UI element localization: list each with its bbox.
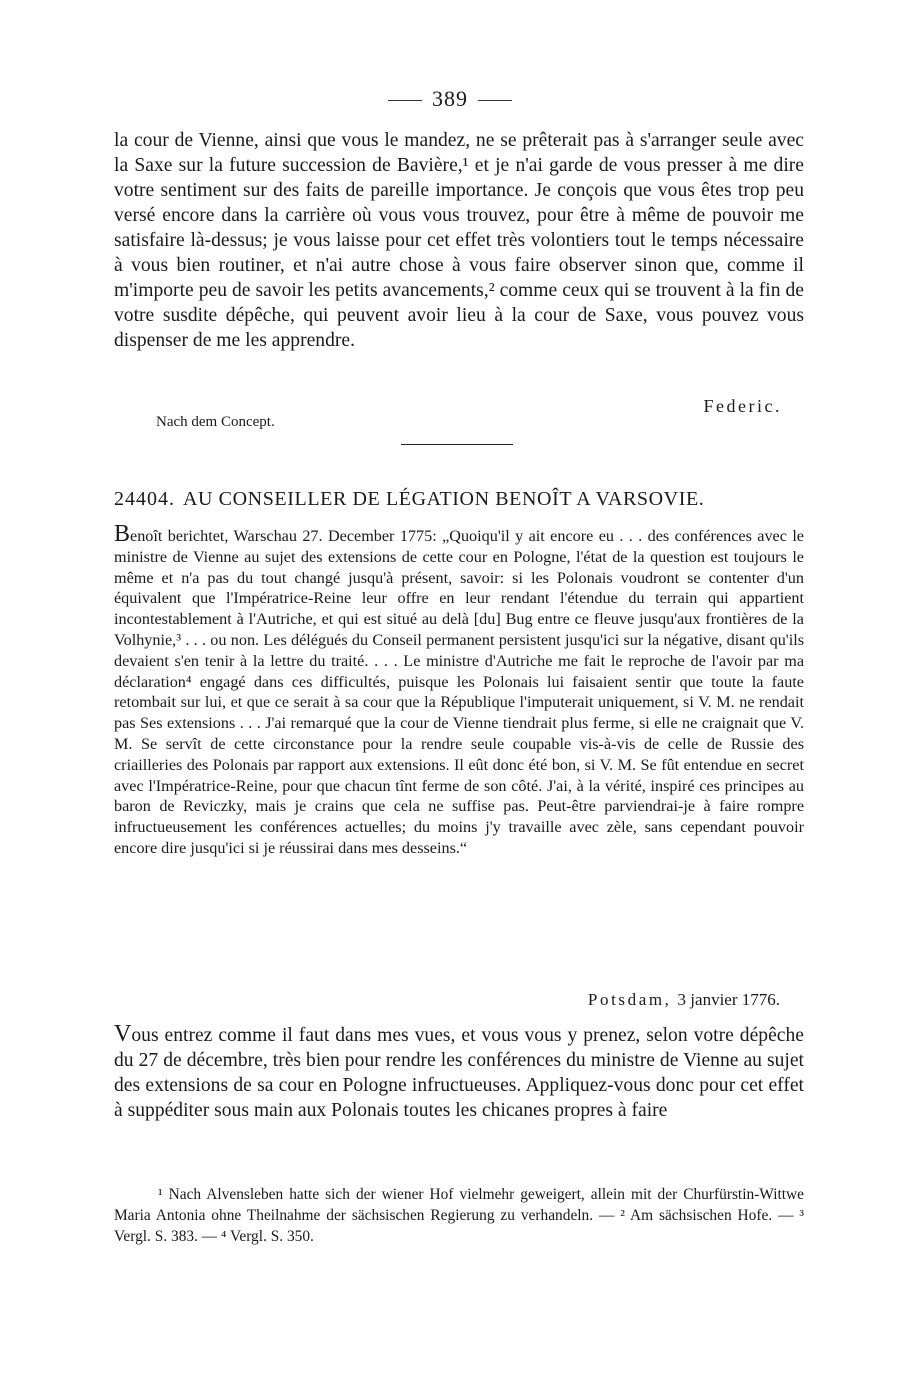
report-body: enoît berichtet, Warschau 27. December 1775: „Quoiqu'il y ait encore eu . . . des conférences avec le ministre de Vienne au sujet des extensions de cette cour en Pologne, l'état de la question est toujours le même et n'a pas du tout changé jusqu'à présent, savoir: si les Polonais voudront se contenter d'un équivalent que l'Impératrice-Reine leur offre en leur rendant l'étendue du terrain qui appartient incontestablement à l'Autriche, et qui est situé au delà [du] Bug entre ce fleuve jusqu'aux frontières de la Volhynie,³ . . . ou non. Les délégués du Conseil permanent persistent jusqu'ici sur la négative, disant qu'ils devaient s'en tenir à la lettre du traité. . . . Le ministre d'Autriche me fait le reproche de l'avoir par ma déclaration⁴ engagé dans ces difficultés, puisque les Polonais lui faisaient sentir que toute la faute retombait sur lui, et que ce serait à sa cour que la République l'imputerait uniquement, si V. M. ne rendait pas Ses extensions . . . J'ai remarqué que la cour de Vienne tiendrait plus ferme, si elle ne craignait que V. M. Se servît de cette circonstance pour la rendre seule coupable vis-à-vis de celle de Russie des criailleries des Polonais par rapport aux extensions. Il eût donc été bon, si V. M. Se fût entendue en secret avec l'Impératrice-Reine, pour que chacun tînt ferme de son côté. J'ai, à la vérité, inspiré ces principes au baron de Reviczky, mais je crains que cela ne suffise pas. Peut-être parviendrai-je à faire rompre infructueusement les conférences actuelles; du moins j'y travaille avec zèle, sans cependant pouvoir encore dire jusqu'ici si je réussirai dans mes desseins.“ <box>114 527 804 857</box>
letter-end-paragraph: la cour de Vienne, ainsi que vous le mandez, ne se prêterait pas à s'arranger seule avec la Saxe sur la future succession de Bavière,¹ et je n'ai garde de vous presser à me dire votre sentiment sur des faits de pareille importance. Je conçois que vous êtes trop peu versé encore dans la carrière où vous vous trouvez, pour être à même de pouvoir me satisfaire là-dessus; je vous laisse pour cet effet très volontiers tout le temps nécessaire à vous bien routiner, et n'ai autre chose à vous faire observer sinon que, comme il m'importe peu de savoir les petits avancements,² comme ceux qui se trouvent à la fin de votre susdite dépêche, qui peuvent avoir lieu à la cour de Saxe, vous pouvez vous dispenser de me les apprendre. <box>114 130 804 351</box>
document-title: AU CONSEILLER DE LÉGATION BENOÎT A VARSOVIE. <box>183 488 705 510</box>
page-number-dash-left <box>388 100 422 101</box>
page-number <box>0 86 900 112</box>
footnotes <box>114 1184 804 1247</box>
source-note: Nach dem Concept. <box>156 414 275 430</box>
dateline-date: 3 janvier 1776. <box>677 990 780 1009</box>
document-number: 24404. <box>114 488 175 510</box>
section-divider <box>401 444 513 445</box>
document-heading <box>114 488 804 511</box>
signature: Federic. <box>703 396 782 416</box>
reply-body: ous entrez comme il faut dans mes vues, et vous vous y prenez, selon votre dépêche du 27 de décembre, très bien pour rendre les conférences du ministre de Vienne au sujet des extensions de sa cour en Pologne infructueuses. Appliquez-vous donc pour cet effet à suppéditer sous main aux Polonais toutes les chicanes propres à faire <box>114 1025 804 1121</box>
report-paragraph <box>114 521 804 859</box>
footnote-text: ¹ Nach Alvensleben hatte sich der wiener Hof vielmehr geweigert, allein mit der Churfürstin-Wittwe Maria Antonia ohne Theilnahme der sächsischen Regierung zu verhandeln. — ² Am sächsischen Hofe. — ³ Vergl. S. 383. — ⁴ Vergl. S. 350. <box>114 1186 804 1245</box>
report-initial: B <box>114 521 131 547</box>
dateline <box>588 990 780 1010</box>
reply-initial: V <box>114 1021 132 1047</box>
dateline-place: Potsdam, <box>587 990 672 1009</box>
reply-paragraph <box>114 1022 804 1123</box>
page-number-value: 389 <box>432 86 468 111</box>
page-number-dash-right <box>478 100 512 101</box>
